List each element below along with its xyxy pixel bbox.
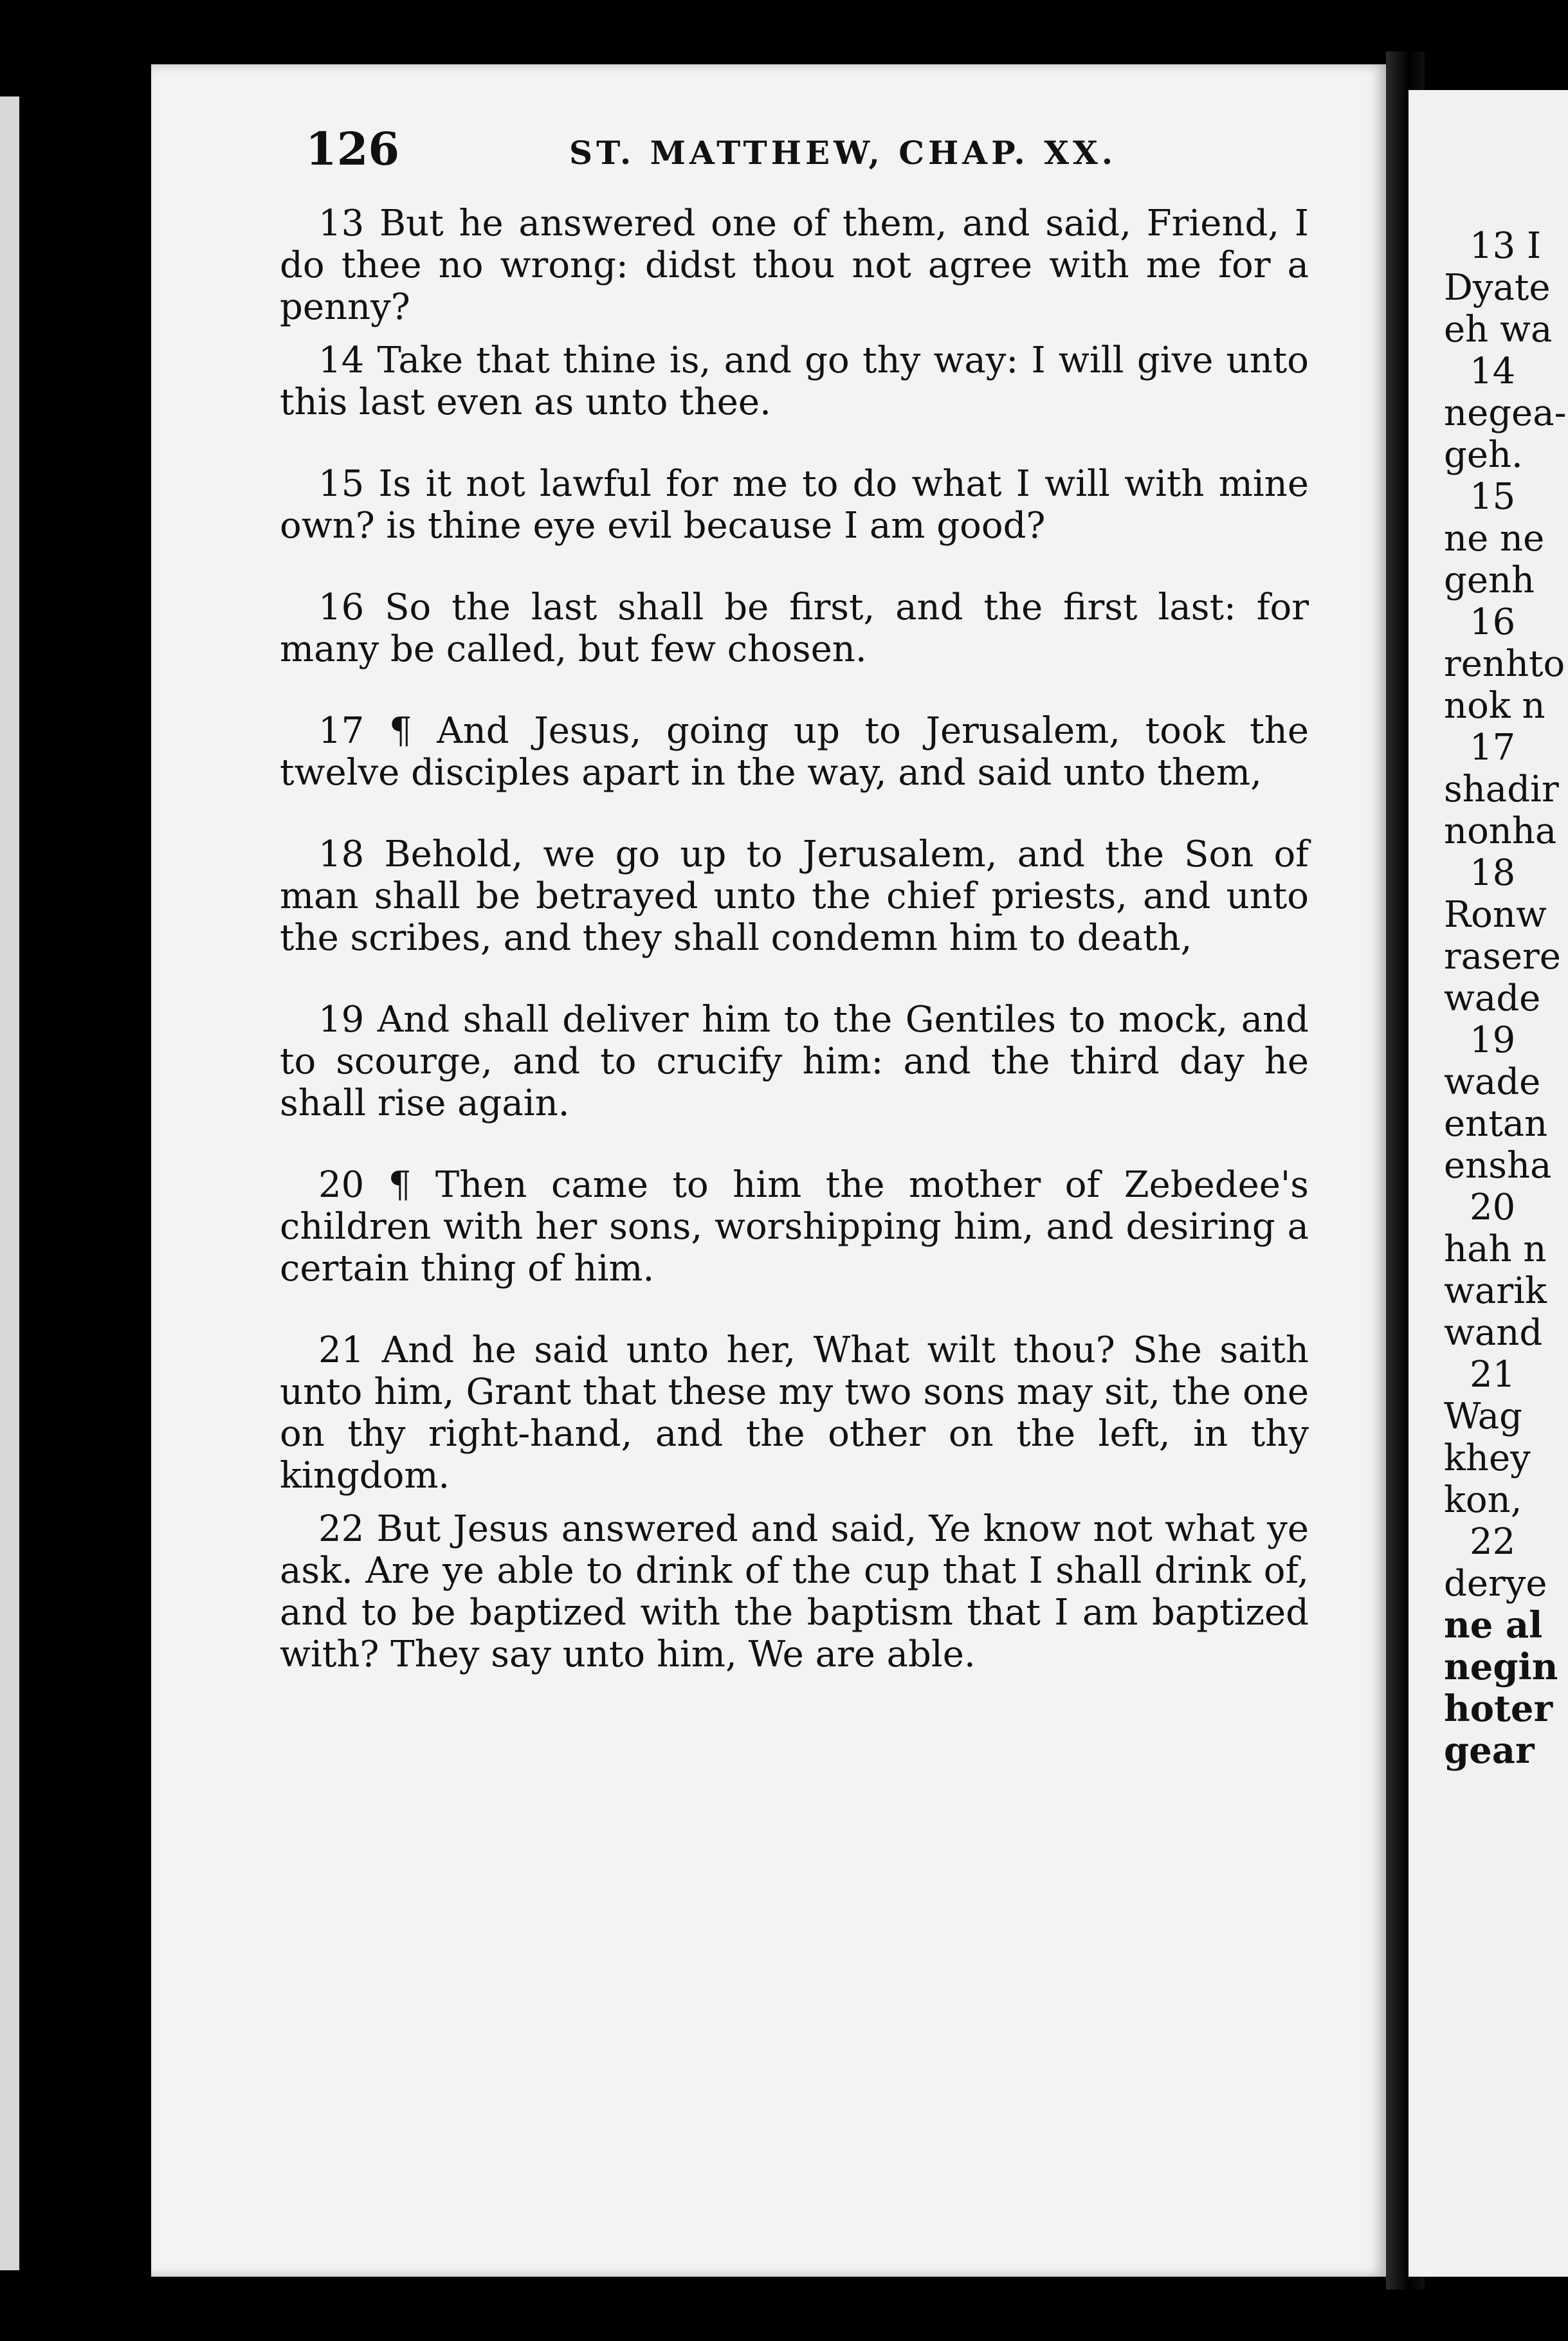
facing-line: 14 bbox=[1470, 351, 1516, 392]
facing-line: ne ne bbox=[1444, 518, 1545, 560]
facing-line: hoter bbox=[1444, 1688, 1553, 1730]
facing-line: negin bbox=[1444, 1646, 1558, 1688]
facing-line: Dyate bbox=[1444, 267, 1551, 309]
facing-line: Ronw bbox=[1444, 894, 1547, 936]
facing-line: ne al bbox=[1444, 1604, 1543, 1646]
facing-line: 20 bbox=[1470, 1187, 1516, 1228]
page-number: 126 bbox=[305, 122, 400, 176]
running-head bbox=[151, 122, 1386, 193]
facing-line: nonha bbox=[1444, 810, 1557, 852]
facing-page bbox=[1408, 90, 1568, 2277]
verse-15: 15 Is it not lawful for me to do what I will with mine own? is thine eye evil because I am good? bbox=[280, 463, 1309, 547]
facing-line: gear bbox=[1444, 1729, 1535, 1772]
facing-line: geh. bbox=[1444, 434, 1523, 476]
facing-line: eh wa bbox=[1444, 309, 1553, 351]
facing-page-text bbox=[1444, 225, 1567, 1772]
facing-line: 15 bbox=[1470, 476, 1516, 518]
facing-line: ensha bbox=[1444, 1145, 1552, 1187]
previous-page-edge bbox=[0, 96, 19, 2270]
facing-line: 22 bbox=[1470, 1521, 1516, 1563]
verse-21: 21 And he said unto her, What wilt thou? She saith unto him, Grant that these my two sons may sit, the one on thy right-hand, and the other on the left, in thy kingdom. bbox=[280, 1329, 1309, 1497]
facing-line: 13 I bbox=[1470, 225, 1542, 267]
facing-line: hah n bbox=[1444, 1228, 1547, 1270]
verse-14: 14 Take that thine is, and go thy way: I will give unto this last even as unto thee. bbox=[280, 340, 1309, 423]
facing-line: warik bbox=[1444, 1270, 1547, 1312]
facing-line: Wag bbox=[1444, 1396, 1522, 1437]
verse-22: 22 But Jesus answered and said, Ye know not what ye ask. Are ye able to drink of the cup that I shall drink of, and to be baptized with the baptism that I am baptized with? They say unto him, We are able. bbox=[280, 1508, 1309, 1675]
facing-line: khey bbox=[1444, 1437, 1531, 1479]
verse-13: 13 But he answered one of them, and said, Friend, I do thee no wrong: didst thou not agree with me for a penny? bbox=[280, 203, 1309, 328]
facing-line: 21 bbox=[1470, 1354, 1516, 1396]
facing-line: 17 bbox=[1470, 727, 1516, 769]
facing-line: kon, bbox=[1444, 1479, 1522, 1521]
facing-line: wade bbox=[1444, 978, 1541, 1019]
facing-line: wand bbox=[1444, 1312, 1543, 1354]
facing-line: 18 bbox=[1470, 852, 1516, 894]
facing-line: nok n bbox=[1444, 685, 1545, 727]
facing-line: 19 bbox=[1470, 1019, 1516, 1061]
facing-line: entan bbox=[1444, 1103, 1548, 1145]
verse-16: 16 So the last shall be first, and the first last: for many be called, but few chosen. bbox=[280, 587, 1309, 670]
facing-line: rasere bbox=[1444, 936, 1561, 978]
chapter-title: ST. MATTHEW, CHAP. XX. bbox=[569, 134, 1117, 172]
facing-line: genh bbox=[1444, 560, 1535, 601]
verse-17: 17 ¶ And Jesus, going up to Jerusalem, took the twelve disciples apart in the way, and said unto them, bbox=[280, 710, 1309, 794]
verse-18: 18 Behold, we go up to Jerusalem, and the Son of man shall be betrayed unto the chief priests, and unto the scribes, and they shall condemn him to death, bbox=[280, 833, 1309, 959]
scripture-text bbox=[280, 203, 1309, 1675]
verse-19: 19 And shall deliver him to the Gentiles to mock, and to scourge, and to crucify him: and the third day he shall rise again. bbox=[280, 999, 1309, 1124]
facing-line: negea- bbox=[1444, 392, 1567, 434]
facing-line: renhto bbox=[1444, 643, 1565, 685]
facing-line: derye bbox=[1444, 1563, 1547, 1605]
facing-line: wade bbox=[1444, 1061, 1541, 1103]
verse-20: 20 ¶ Then came to him the mother of Zebedee's children with her sons, worshipping him, and desiring a certain thing of him. bbox=[280, 1164, 1309, 1289]
facing-line: 16 bbox=[1470, 601, 1516, 643]
facing-line: shadir bbox=[1444, 769, 1559, 810]
